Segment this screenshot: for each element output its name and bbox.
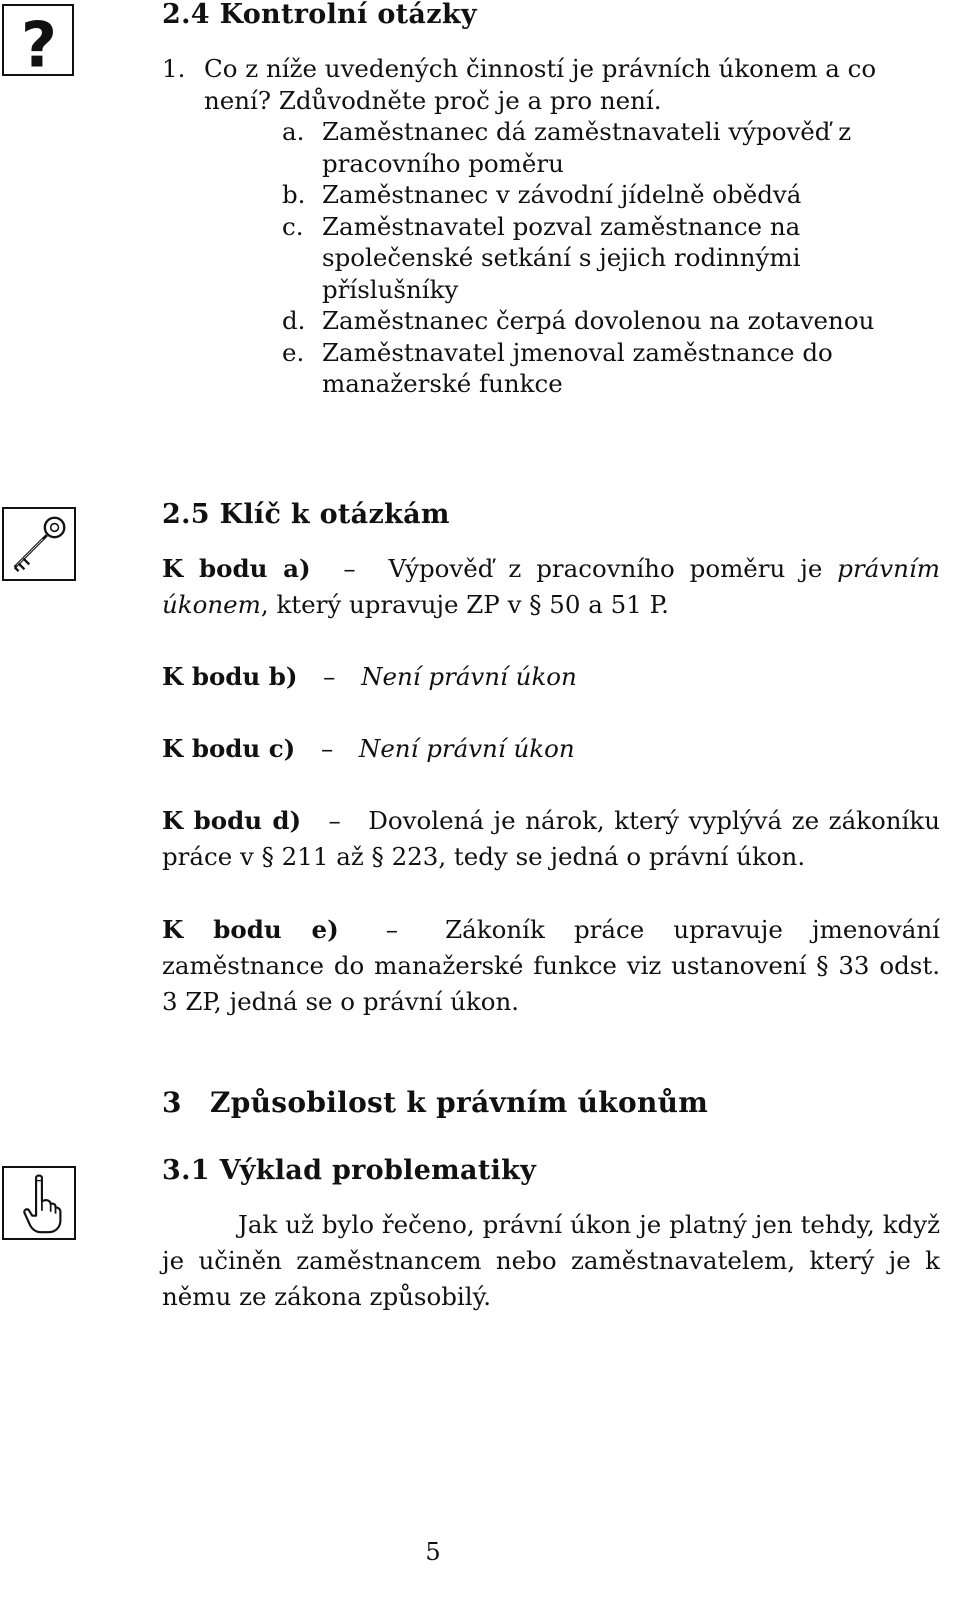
- option-item: [282, 116, 940, 179]
- answer-lead: K bodu e): [162, 915, 339, 944]
- key-icon: [2, 507, 76, 581]
- section-title-questions: 2.4 Kontrolní otázky: [162, 0, 477, 30]
- chapter-title-text: Způsobilost k právním úkonům: [210, 1086, 709, 1119]
- answer-a: [162, 551, 940, 623]
- answer-dash: –: [385, 915, 399, 944]
- option-item: [282, 305, 940, 337]
- section-title-key: 2.5 Klíč k otázkám: [162, 499, 450, 530]
- option-text: Zaměstnavatel pozval zaměstnance na společenské setkání s jejich rodinnými příslušníky: [322, 211, 801, 304]
- answer-dash: –: [343, 554, 356, 583]
- answer-c: [162, 731, 940, 767]
- answer-lead: K bodu a): [162, 554, 311, 583]
- answer-rest: , který upravuje ZP v § 50 a 51 P.: [260, 590, 669, 619]
- answer-lead: K bodu c): [162, 734, 296, 763]
- answer-dash: –: [323, 662, 336, 691]
- answer-b: [162, 659, 940, 695]
- page-number: 5: [425, 1538, 441, 1566]
- svg-text:?: ?: [20, 8, 58, 74]
- option-text: Zaměstnanec dá zaměstnavateli výpověď z pracovního poměru: [322, 117, 852, 178]
- option-letter: c.: [282, 211, 304, 241]
- option-item: [282, 337, 940, 400]
- option-letter: b.: [282, 180, 306, 209]
- option-text: Zaměstnanec v závodní jídelně obědvá: [322, 180, 802, 209]
- option-item: [282, 179, 940, 211]
- option-letter: a.: [282, 117, 305, 146]
- answer-dash: –: [320, 734, 334, 763]
- pointing-finger-icon: [2, 1166, 76, 1240]
- answer-italic: právním úkonem: [162, 554, 940, 619]
- question-list: [162, 53, 940, 400]
- answer-lead: K bodu b): [162, 662, 298, 691]
- answer-italic: Není právní úkon: [358, 734, 575, 763]
- chapter-number: 3: [162, 1086, 182, 1119]
- explanation-paragraph: Jak už bylo řečeno, právní úkon je platný jen tehdy, když je učiněn zaměstnancem nebo zaměstnavatelem, který je k němu ze zákona způsobilý.: [162, 1210, 940, 1311]
- option-item: [282, 211, 940, 306]
- question-item: [162, 53, 940, 116]
- question-number: 1.: [162, 54, 186, 83]
- answer-d: [162, 803, 940, 875]
- option-letter: e.: [282, 337, 305, 367]
- answer-e: [162, 912, 940, 1020]
- option-text: Zaměstnavatel jmenoval zaměstnance do manažerské funkce: [322, 337, 833, 398]
- answer-text: Dovolená je nárok, který vyplývá ze zákoníku práce v § 211 až § 223, tedy se jedná o právní úkon.: [162, 806, 941, 871]
- option-letter: d.: [282, 306, 306, 335]
- chapter-title: [162, 1086, 708, 1119]
- answer-text: Zákoník práce upravuje jmenování zaměstnance do manažerské funkce viz ustanovení § 33 odst. 3 ZP, jedná se o právní úkon.: [162, 915, 940, 1016]
- answer-italic: Není právní úkon: [361, 662, 577, 691]
- section-title-explanation: 3.1 Výklad problematiky: [162, 1155, 537, 1186]
- answer-text: Výpověď z pracovního poměru je: [388, 554, 838, 583]
- question-mark-icon: [2, 4, 74, 76]
- question-text: Co z níže uvedených činností je právních úkonem a co není? Zdůvodněte proč je a pro není.: [204, 54, 877, 115]
- option-text: Zaměstnanec čerpá dovolenou na zotavenou: [322, 306, 875, 335]
- answer-lead: K bodu d): [162, 806, 302, 835]
- answer-dash: –: [328, 806, 341, 835]
